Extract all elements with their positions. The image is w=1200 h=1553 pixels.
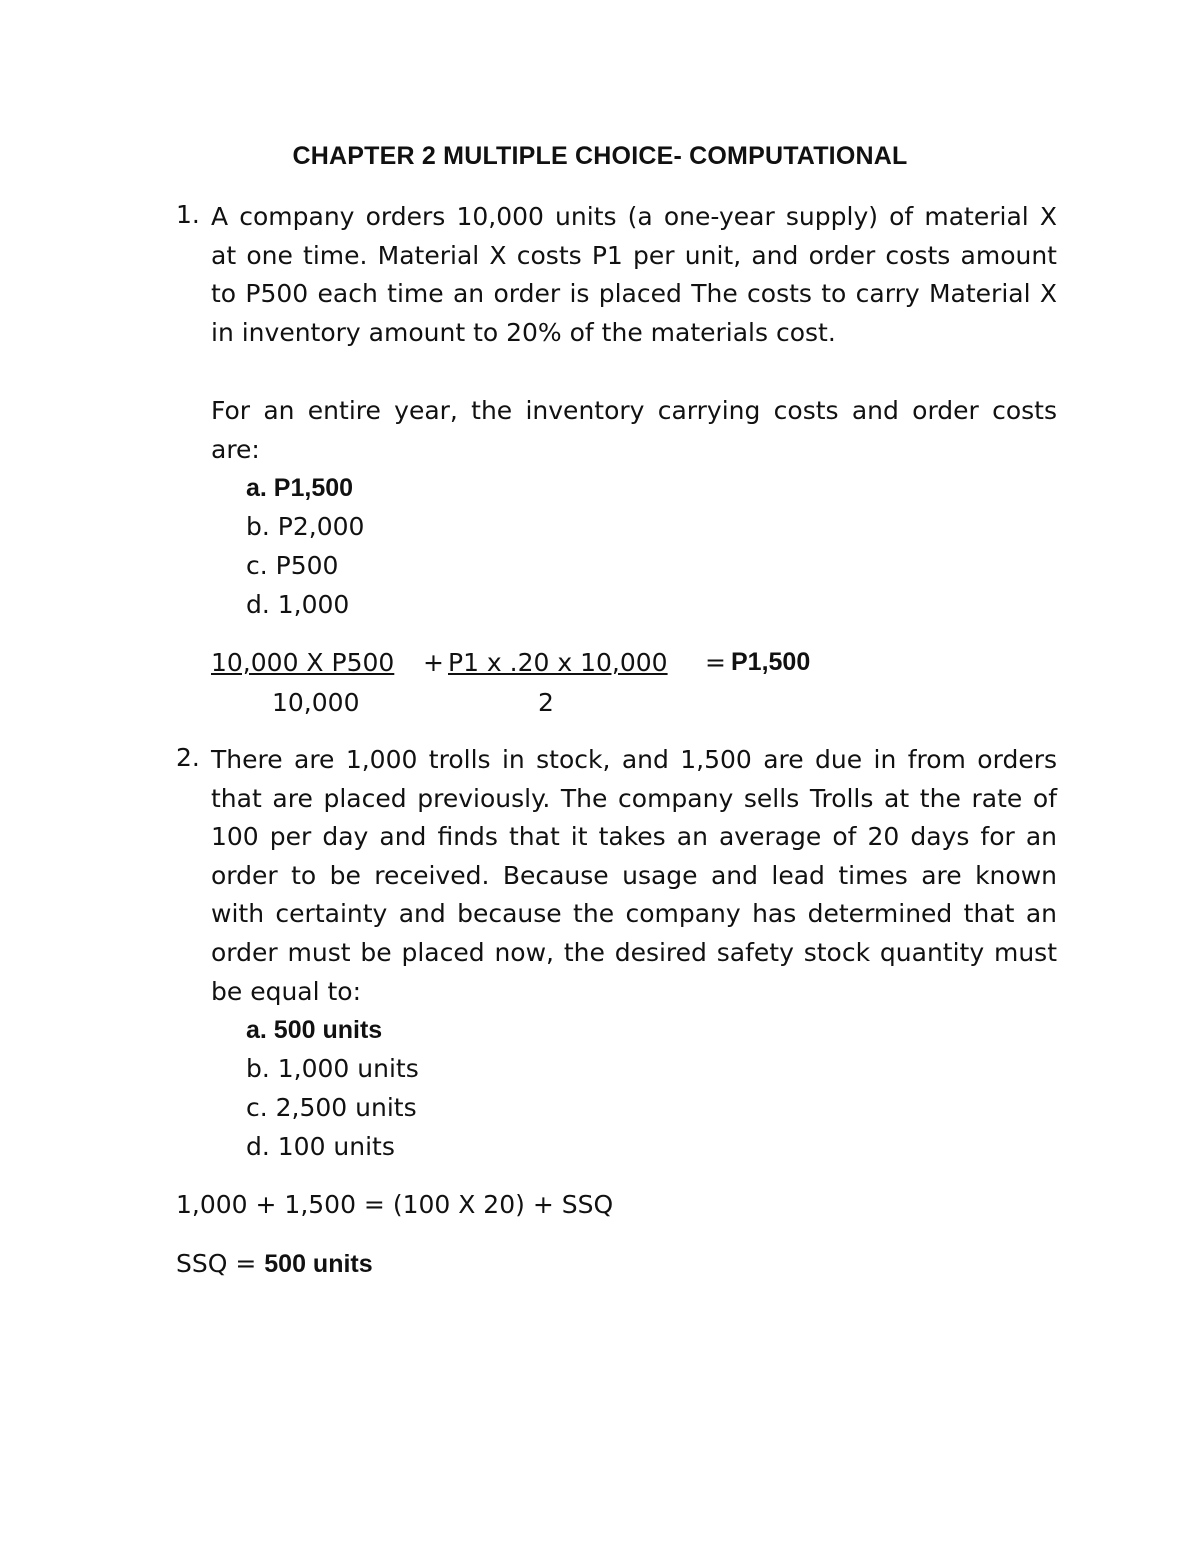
answer-label: SSQ =: [176, 1249, 257, 1278]
question-1-number: 1.: [176, 200, 200, 229]
formula-term2-denominator: 2: [538, 688, 554, 717]
question-2-number: 2.: [176, 743, 200, 772]
question-2-option-a: a. 500 units: [246, 1016, 383, 1044]
question-1-prompt: For an entire year, the inventory carrying costs and order costs are:: [211, 396, 1057, 464]
formula-term1-numerator: 10,000 X P500: [211, 648, 395, 677]
formula-plus: +: [423, 648, 444, 677]
question-1-option-c: c. P500: [246, 551, 339, 580]
question-2-option-b: b. 1,000 units: [246, 1054, 419, 1083]
question-2-text: There are 1,000 trolls in stock, and 1,500 are due in from orders that are placed previously. The company sells Trolls at the rate of 100 per day and finds that it takes an average of 20 days for an order to be received. Because usage and lead times are known with certainty and because the company has determined that an order must be placed now, the desired safety stock quantity must be equal to:: [211, 745, 1057, 1006]
question-2-equation: 1,000 + 1,500 = (100 X 20) + SSQ: [176, 1190, 614, 1219]
question-1-text: A company orders 10,000 units (a one-year supply) of material X at one time. Material X costs P1 per unit, and order costs amount to P500 each time an order is placed The costs to carry Material X in inventory amount to 20% of the materials cost.: [211, 202, 1057, 347]
formula-result: P1,500: [731, 648, 811, 676]
formula-term2-numerator: P1 x .20 x 10,000: [448, 648, 668, 677]
question-1-option-a: a. P1,500: [246, 474, 354, 502]
question-1-option-d: d. 1,000: [246, 590, 350, 619]
question-2-answer: [176, 1249, 373, 1279]
formula-term1-denominator: 10,000: [272, 688, 360, 717]
question-2-option-c: c. 2,500 units: [246, 1093, 417, 1122]
question-2-option-d: d. 100 units: [246, 1132, 395, 1161]
answer-value: 500 units: [264, 1250, 373, 1278]
chapter-title: CHAPTER 2 MULTIPLE CHOICE- COMPUTATIONAL: [292, 142, 908, 170]
formula-equals: =: [705, 648, 726, 677]
question-1-option-b: b. P2,000: [246, 512, 365, 541]
